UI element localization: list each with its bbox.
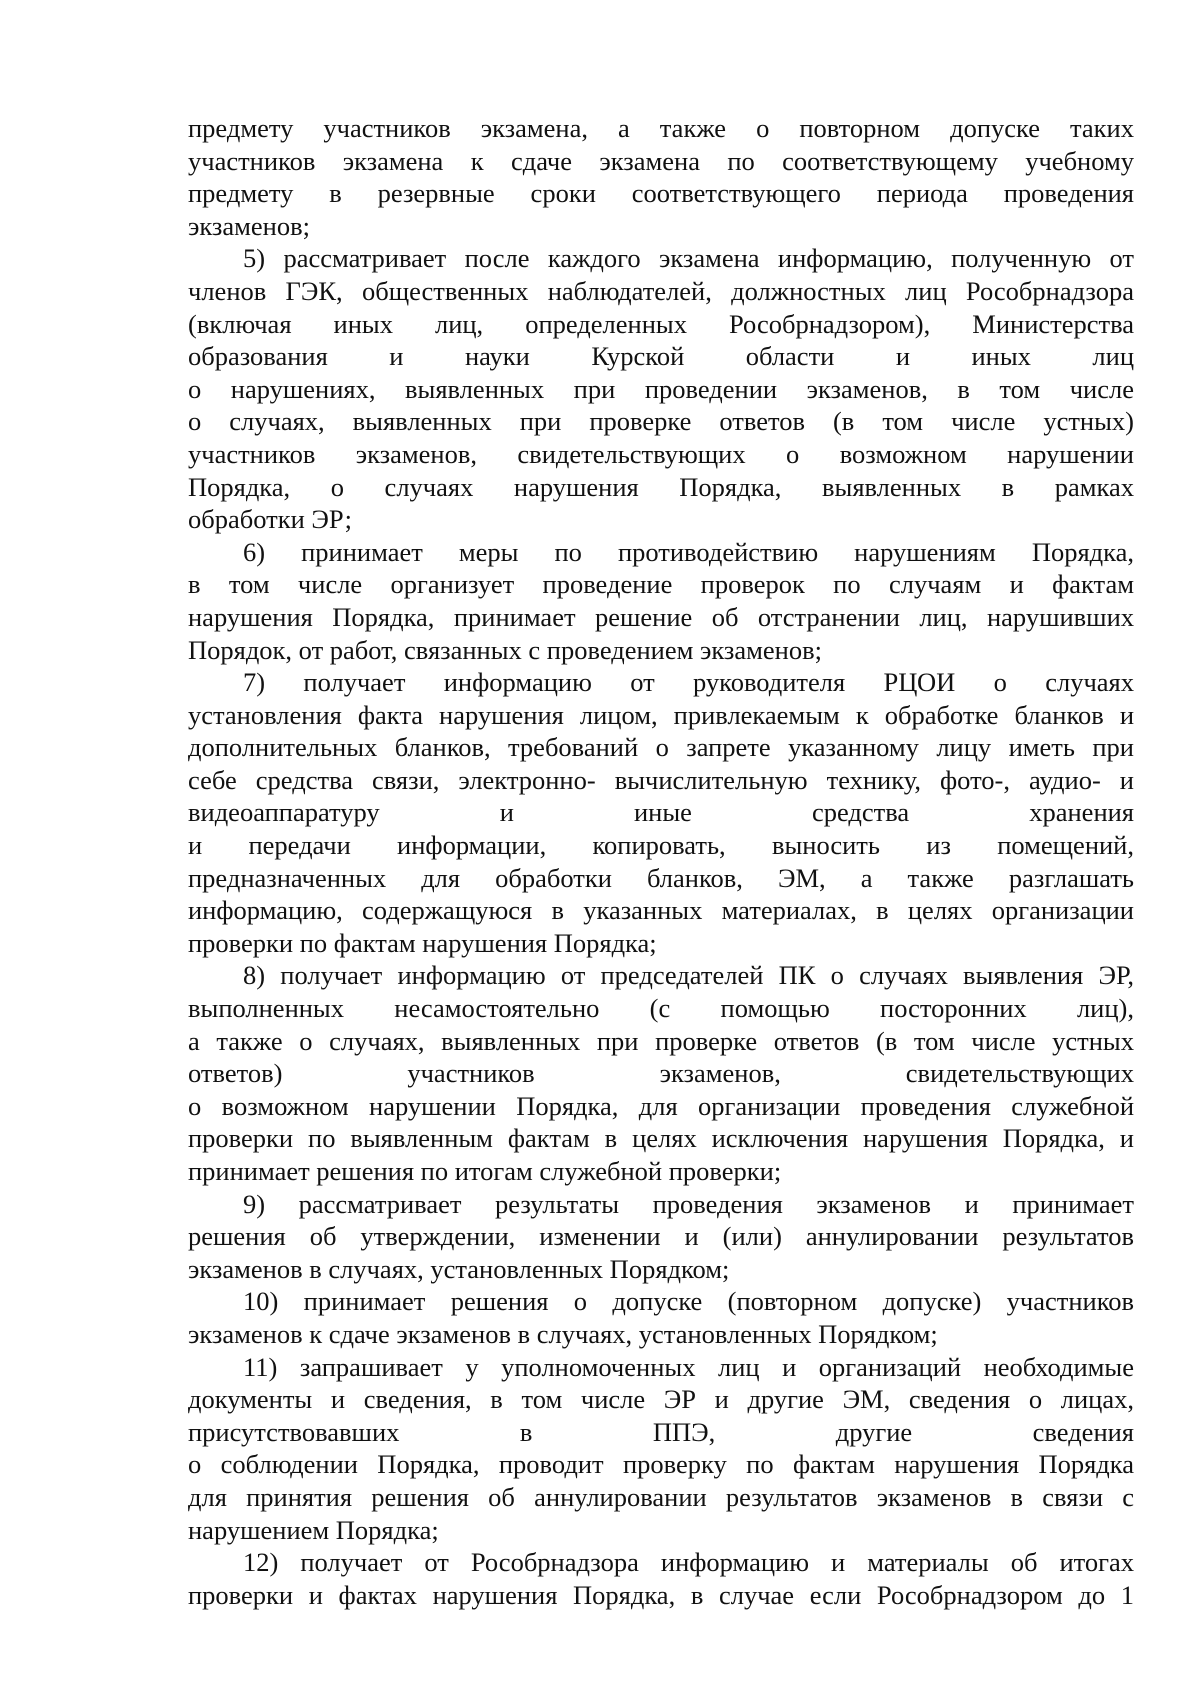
document-line: информацию, содержащуюся в указанных материалах, в целях организации xyxy=(188,895,1134,926)
document-line: экзаменов; xyxy=(188,210,310,241)
document-line: 6) принимает меры по противодействию нарушениям Порядка, xyxy=(243,536,1134,567)
document-line: (включая иных лиц, определенных Рособрнадзором), Министерства xyxy=(188,308,1134,339)
document-page xyxy=(188,112,1134,1611)
document-line: для принятия решения об аннулировании результатов экзаменов в связи с xyxy=(188,1481,1134,1512)
document-line: 9) рассматривает результаты проведения экзаменов и принимает xyxy=(243,1188,1134,1219)
document-paragraph xyxy=(188,1285,1134,1350)
document-line: обработки ЭР; xyxy=(188,504,352,535)
document-line: Порядка, о случаях нарушения Порядка, выявленных в рамках xyxy=(188,471,1134,502)
document-line: ответов) участников экзаменов, свидетельствующих xyxy=(188,1058,1134,1089)
document-paragraph xyxy=(188,1546,1134,1611)
document-line: 8) получает информацию от председателей ПК о случаях выявления ЭР, xyxy=(243,960,1134,991)
document-paragraph xyxy=(188,112,1134,242)
document-line: документы и сведения, в том числе ЭР и другие ЭМ, сведения о лицах, xyxy=(188,1384,1134,1415)
document-line: предмету в резервные сроки соответствующего периода проведения xyxy=(188,178,1134,209)
document-line: выполненных несамостоятельно (с помощью посторонних лиц), xyxy=(188,993,1134,1024)
document-line: видеоаппаратуру и иные средства хранения xyxy=(188,797,1134,828)
document-paragraph xyxy=(188,536,1134,666)
document-line: а также о случаях, выявленных при проверке ответов (в том числе устных xyxy=(188,1025,1134,1056)
document-line: присутствовавших в ППЭ, другие сведения xyxy=(188,1416,1134,1447)
document-paragraph xyxy=(188,1351,1134,1547)
document-line: в том числе организует проведение проверок по случаям и фактам xyxy=(188,569,1134,600)
document-line: 10) принимает решения о допуске (повторном допуске) участников xyxy=(243,1286,1134,1317)
document-line: проверки по выявленным фактам в целях исключения нарушения Порядка, и xyxy=(188,1123,1134,1154)
document-line: предназначенных для обработки бланков, ЭМ, а также разглашать xyxy=(188,862,1134,893)
document-line: решения об утверждении, изменении и (или) аннулировании результатов xyxy=(188,1221,1134,1252)
document-line: и передачи информации, копировать, выносить из помещений, xyxy=(188,830,1134,861)
document-line: участников экзаменов, свидетельствующих о возможном нарушении xyxy=(188,438,1134,469)
document-line: 5) рассматривает после каждого экзамена информацию, полученную от xyxy=(243,243,1134,274)
document-line: дополнительных бланков, требований о запрете указанному лицу иметь при xyxy=(188,732,1134,763)
document-line: проверки по фактам нарушения Порядка; xyxy=(188,927,657,958)
document-line: экзаменов к сдаче экзаменов в случаях, установленных Порядком; xyxy=(188,1318,938,1349)
document-line: 11) запрашивает у уполномоченных лиц и организаций необходимые xyxy=(243,1351,1134,1382)
document-line: экзаменов в случаях, установленных Порядком; xyxy=(188,1253,730,1284)
document-paragraph xyxy=(188,1188,1134,1286)
document-line: себе средства связи, электронно- вычислительную технику, фото-, аудио- и xyxy=(188,764,1134,795)
document-line: предмету участников экзамена, а также о повторном допуске таких xyxy=(188,113,1134,143)
document-line: нарушением Порядка; xyxy=(188,1514,439,1545)
document-line: образования и науки Курской области и иных лиц xyxy=(188,341,1134,372)
document-paragraph xyxy=(188,242,1134,535)
document-line: о нарушениях, выявленных при проведении экзаменов, в том числе xyxy=(188,373,1134,404)
document-paragraph xyxy=(188,666,1134,959)
document-line: о соблюдении Порядка, проводит проверку по фактам нарушения Порядка xyxy=(188,1449,1134,1480)
document-line: проверки и фактах нарушения Порядка, в случае если Рособрнадзором до 1 xyxy=(188,1579,1134,1610)
document-line: принимает решения по итогам служебной проверки; xyxy=(188,1156,782,1186)
document-line: 7) получает информацию от руководителя РЦОИ о случаях xyxy=(243,667,1134,698)
document-line: нарушения Порядка, принимает решение об отстранении лиц, нарушивших xyxy=(188,601,1134,632)
document-line: Порядок, от работ, связанных с проведением экзаменов; xyxy=(188,634,822,665)
document-paragraph xyxy=(188,959,1134,1187)
document-line: участников экзамена к сдаче экзамена по соответствующему учебному xyxy=(188,145,1134,176)
document-line: установления факта нарушения лицом, привлекаемым к обработке бланков и xyxy=(188,699,1134,730)
document-line: членов ГЭК, общественных наблюдателей, должностных лиц Рособрнадзора xyxy=(188,275,1134,306)
document-line: о возможном нарушении Порядка, для организации проведения служебной xyxy=(188,1090,1134,1121)
document-line: о случаях, выявленных при проверке ответов (в том числе устных) xyxy=(188,406,1134,437)
document-line: 12) получает от Рособрнадзора информацию и материалы об итогах xyxy=(243,1547,1134,1578)
